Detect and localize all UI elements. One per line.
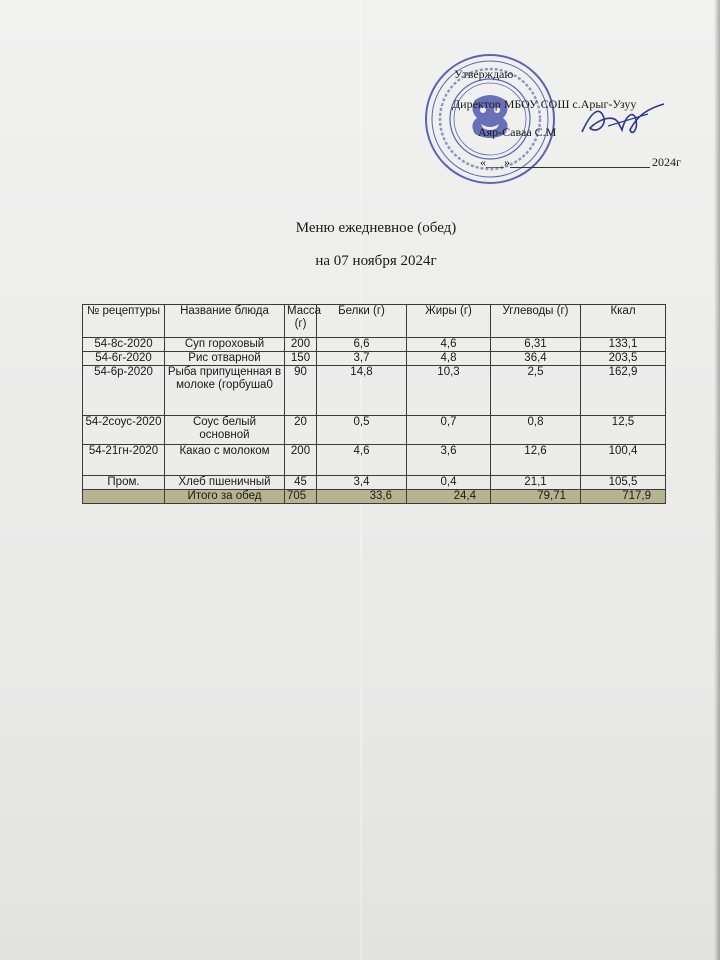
table-cell: 6,31: [491, 338, 581, 352]
table-row: [83, 445, 666, 476]
table-cell: 0,7: [407, 416, 491, 445]
table-cell: 45: [285, 476, 317, 490]
header-cell: Углеводы (г): [491, 305, 581, 338]
table-cell: 200: [285, 445, 317, 476]
table-row: [83, 476, 666, 490]
table-cell: Хлеб пшеничный: [165, 476, 285, 490]
approval-date: [480, 156, 681, 168]
photo-edge-shadow: [714, 0, 720, 960]
total-cell: 717,9: [581, 490, 666, 504]
table-cell: 0,5: [317, 416, 407, 445]
table-cell: Пром.: [83, 476, 165, 490]
table-cell: 10,3: [407, 366, 491, 416]
table-cell: Какао с молоком: [165, 445, 285, 476]
table-cell: 133,1: [581, 338, 666, 352]
table-cell: 54-2соус-2020: [83, 416, 165, 445]
table-cell: Рис отварной: [165, 352, 285, 366]
table-header-row: [83, 305, 666, 338]
table-cell: 150: [285, 352, 317, 366]
approval-name: Аяр-Саваа С.М: [478, 125, 557, 139]
approval-date-line: [510, 167, 650, 168]
table-cell: 54-6г-2020: [83, 352, 165, 366]
table-cell: Суп гороховый: [165, 338, 285, 352]
table-cell: [83, 490, 165, 504]
table-cell: 21,1: [491, 476, 581, 490]
table-cell: 54-8с-2020: [83, 338, 165, 352]
table-cell: Рыба припущенная в молоке (горбуша0: [165, 366, 285, 416]
table-cell: 3,6: [407, 445, 491, 476]
total-cell: 24,4: [407, 490, 491, 504]
header-cell: Масса (г): [285, 305, 317, 338]
table-cell: 90: [285, 366, 317, 416]
table-cell: 4,8: [407, 352, 491, 366]
total-cell: 705: [285, 490, 317, 504]
table-row: [83, 366, 666, 416]
table-cell: 6,6: [317, 338, 407, 352]
table-cell: 20: [285, 416, 317, 445]
total-label: Итого за обед: [165, 490, 285, 504]
table-cell: 200: [285, 338, 317, 352]
total-cell: 33,6: [317, 490, 407, 504]
header-cell: Ккал: [581, 305, 666, 338]
approval-position: Директор МБОУ СОШ с.Арыг-Узуу: [452, 97, 637, 111]
table-cell: 162,9: [581, 366, 666, 416]
table-row: [83, 338, 666, 352]
table-cell: 36,4: [491, 352, 581, 366]
total-cell: 79,71: [491, 490, 581, 504]
table-cell: 2,5: [491, 366, 581, 416]
table-cell: 12,5: [581, 416, 666, 445]
total-row: [83, 490, 666, 504]
table-cell: 105,5: [581, 476, 666, 490]
table-cell: 4,6: [407, 338, 491, 352]
document-date: на 07 ноября 2024г: [315, 253, 437, 269]
header-cell: Белки (г): [317, 305, 407, 338]
approval-date-prefix: «___»: [480, 155, 510, 169]
table-row: [83, 416, 666, 445]
document-title: Меню ежедневное (обед): [295, 220, 457, 236]
table-cell: 54-6р-2020: [83, 366, 165, 416]
table-cell: 100,4: [581, 445, 666, 476]
menu-table: [82, 304, 666, 504]
table-cell: 3,4: [317, 476, 407, 490]
table-cell: Соус белый основной: [165, 416, 285, 445]
table-cell: 4,6: [317, 445, 407, 476]
table-row: [83, 352, 666, 366]
header-cell: Название блюда: [165, 305, 285, 338]
table-cell: 203,5: [581, 352, 666, 366]
approval-title: Утверждаю: [454, 67, 514, 81]
approval-date-suffix: 2024г: [652, 155, 681, 169]
table-cell: 12,6: [491, 445, 581, 476]
header-cell: Жиры (г): [407, 305, 491, 338]
table-cell: 3,7: [317, 352, 407, 366]
table-cell: 54-21гн-2020: [83, 445, 165, 476]
table-cell: 14,8: [317, 366, 407, 416]
table-cell: 0,8: [491, 416, 581, 445]
header-cell: № рецептуры: [83, 305, 165, 338]
table-cell: 0,4: [407, 476, 491, 490]
